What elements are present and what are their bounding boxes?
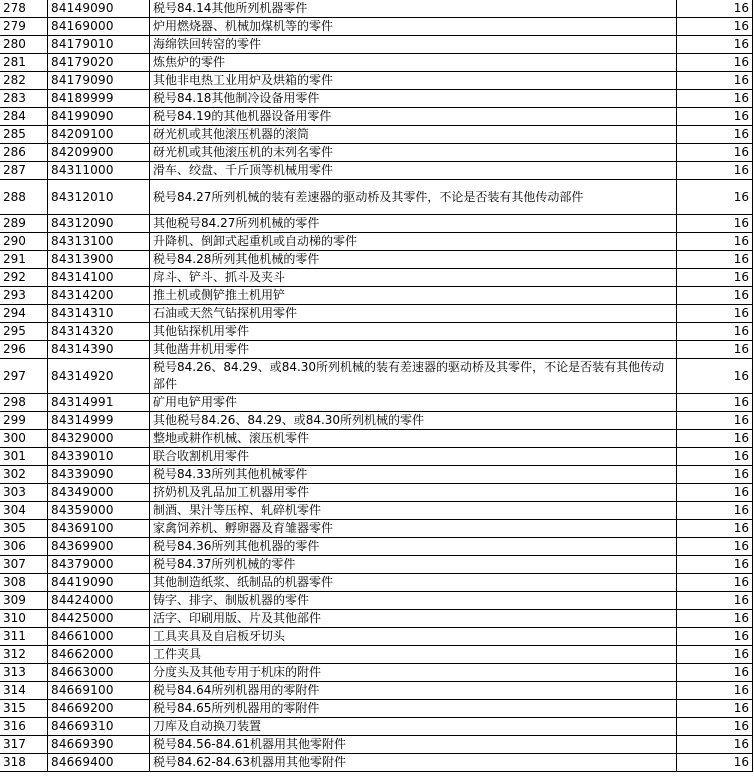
table-row (0, 466, 753, 484)
tax-rate: 16 (677, 215, 753, 233)
hs-code: 84424000 (48, 592, 150, 610)
tax-rate: 16 (677, 394, 753, 412)
row-number: 280 (0, 36, 48, 54)
item-description: 税号84.36所列其他机器的零件 (150, 538, 677, 556)
row-number: 306 (0, 538, 48, 556)
tax-rate: 16 (677, 233, 753, 251)
hs-code: 84179020 (48, 54, 150, 72)
hs-code: 84669310 (48, 718, 150, 736)
hs-code: 84179010 (48, 36, 150, 54)
tax-rate: 16 (677, 682, 753, 700)
item-description: 石油或天然气钻探机用零件 (150, 305, 677, 323)
table-row (0, 72, 753, 90)
item-description: 分度头及其他专用于机床的附件 (150, 664, 677, 682)
tax-rate: 16 (677, 305, 753, 323)
hs-code: 84339090 (48, 466, 150, 484)
hs-code: 84314100 (48, 269, 150, 287)
hs-code: 84329000 (48, 430, 150, 448)
hs-code: 84669100 (48, 682, 150, 700)
item-description: 税号84.62-84.63机器用其他零附件 (150, 754, 677, 772)
tax-rate: 16 (677, 359, 753, 394)
hs-code: 84669400 (48, 754, 150, 772)
table-row (0, 682, 753, 700)
item-description: 活字、印刷用版、片及其他部件 (150, 610, 677, 628)
item-description: 联合收割机用零件 (150, 448, 677, 466)
table-row (0, 233, 753, 251)
tax-rate: 16 (677, 180, 753, 215)
item-description: 工具夹具及自启板牙切头 (150, 628, 677, 646)
row-number: 283 (0, 90, 48, 108)
tax-rate: 16 (677, 610, 753, 628)
tax-rate: 16 (677, 36, 753, 54)
hs-code: 84663000 (48, 664, 150, 682)
tax-rate: 16 (677, 556, 753, 574)
tax-rate: 16 (677, 269, 753, 287)
item-description: 税号84.27所列机械的装有差速器的驱动桥及其零件，不论是否装有其他传动部件 (150, 180, 677, 215)
tax-rate: 16 (677, 484, 753, 502)
tax-rate: 16 (677, 718, 753, 736)
table-row (0, 305, 753, 323)
row-number: 284 (0, 108, 48, 126)
table-row (0, 287, 753, 305)
hs-code: 84312090 (48, 215, 150, 233)
hs-code: 84314320 (48, 323, 150, 341)
table-row (0, 108, 753, 126)
table-row (0, 18, 753, 36)
item-description: 税号84.14其他所列机器零件 (150, 0, 677, 18)
item-description: 砑光机或其他滚压机的未列名零件 (150, 144, 677, 162)
hs-code: 84189999 (48, 90, 150, 108)
tax-rate: 16 (677, 646, 753, 664)
item-description: 升降机、倒卸式起重机或自动梯的零件 (150, 233, 677, 251)
row-number: 294 (0, 305, 48, 323)
hs-code: 84669200 (48, 700, 150, 718)
hs-code: 84662000 (48, 646, 150, 664)
table-row (0, 484, 753, 502)
item-description: 税号84.33所列其他机械零件 (150, 466, 677, 484)
item-description: 工件夹具 (150, 646, 677, 664)
table-row (0, 90, 753, 108)
tax-rate: 16 (677, 502, 753, 520)
row-number: 309 (0, 592, 48, 610)
row-number: 279 (0, 18, 48, 36)
row-number: 318 (0, 754, 48, 772)
row-number: 281 (0, 54, 48, 72)
table-row (0, 144, 753, 162)
table-row (0, 394, 753, 412)
item-description: 税号84.19的其他机器设备用零件 (150, 108, 677, 126)
item-description: 其他税号84.27所列机械的零件 (150, 215, 677, 233)
row-number: 296 (0, 341, 48, 359)
row-number: 310 (0, 610, 48, 628)
tax-rate: 16 (677, 323, 753, 341)
hs-code: 84369900 (48, 538, 150, 556)
row-number: 316 (0, 718, 48, 736)
table-row (0, 323, 753, 341)
row-number: 298 (0, 394, 48, 412)
table-row (0, 180, 753, 215)
hs-code: 84313900 (48, 251, 150, 269)
item-description: 其他钻探机用零件 (150, 323, 677, 341)
item-description: 刀库及自动换刀装置 (150, 718, 677, 736)
tax-rate: 16 (677, 448, 753, 466)
table-row (0, 126, 753, 144)
table-row (0, 359, 753, 394)
row-number: 301 (0, 448, 48, 466)
row-number: 286 (0, 144, 48, 162)
tax-rate: 16 (677, 430, 753, 448)
tax-rate: 16 (677, 664, 753, 682)
table-row (0, 448, 753, 466)
hs-code: 84179090 (48, 72, 150, 90)
row-number: 285 (0, 126, 48, 144)
row-number: 297 (0, 359, 48, 394)
item-description: 挤奶机及乳品加工机器用零件 (150, 484, 677, 502)
table-row (0, 54, 753, 72)
hs-code: 84199090 (48, 108, 150, 126)
row-number: 290 (0, 233, 48, 251)
tax-rate: 16 (677, 736, 753, 754)
table-row (0, 269, 753, 287)
hs-code: 84425000 (48, 610, 150, 628)
item-description: 炼焦炉的零件 (150, 54, 677, 72)
hs-code: 84209900 (48, 144, 150, 162)
tax-rate: 16 (677, 54, 753, 72)
tax-rate: 16 (677, 466, 753, 484)
row-number: 304 (0, 502, 48, 520)
row-number: 295 (0, 323, 48, 341)
table-row (0, 592, 753, 610)
row-number: 312 (0, 646, 48, 664)
item-description: 家禽饲养机、孵卵器及育雏器零件 (150, 520, 677, 538)
item-description: 戽斗、铲斗、抓斗及夹斗 (150, 269, 677, 287)
tax-rate: 16 (677, 162, 753, 180)
tax-rate: 16 (677, 72, 753, 90)
tax-rate: 16 (677, 700, 753, 718)
hs-code: 84314920 (48, 359, 150, 394)
hs-code: 84369100 (48, 520, 150, 538)
hs-code: 84339010 (48, 448, 150, 466)
tax-rate: 16 (677, 754, 753, 772)
table-row (0, 430, 753, 448)
row-number: 293 (0, 287, 48, 305)
hs-code: 84419090 (48, 574, 150, 592)
hs-code: 84669390 (48, 736, 150, 754)
hs-code: 84359000 (48, 502, 150, 520)
item-description: 其他税号84.26、84.29、或84.30所列机械的零件 (150, 412, 677, 430)
item-description: 税号84.65所列机器用的零附件 (150, 700, 677, 718)
table-row (0, 341, 753, 359)
tax-rate: 16 (677, 538, 753, 556)
hs-code: 84313100 (48, 233, 150, 251)
hs-code: 84314999 (48, 412, 150, 430)
table-row (0, 36, 753, 54)
item-description: 其他凿井机用零件 (150, 341, 677, 359)
item-description: 滑车、绞盘、千斤顶等机械用零件 (150, 162, 677, 180)
item-description: 其他非电热工业用炉及烘箱的零件 (150, 72, 677, 90)
row-number: 300 (0, 430, 48, 448)
item-description: 税号84.56-84.61机器用其他零附件 (150, 736, 677, 754)
table-row (0, 574, 753, 592)
row-number: 302 (0, 466, 48, 484)
item-description: 税号84.28所列其他机械的零件 (150, 251, 677, 269)
tax-rate: 16 (677, 628, 753, 646)
hs-code: 84379000 (48, 556, 150, 574)
item-description: 税号84.64所列机器用的零附件 (150, 682, 677, 700)
row-number: 314 (0, 682, 48, 700)
item-description: 铸字、排字、制版机器的零件 (150, 592, 677, 610)
row-number: 292 (0, 269, 48, 287)
table-row (0, 754, 753, 772)
row-number: 288 (0, 180, 48, 215)
table-row (0, 162, 753, 180)
hs-code: 84209100 (48, 126, 150, 144)
row-number: 305 (0, 520, 48, 538)
item-description: 砑光机或其他滚压机器的滚筒 (150, 126, 677, 144)
tax-rate: 16 (677, 0, 753, 18)
table-row (0, 502, 753, 520)
tax-rate: 16 (677, 592, 753, 610)
table-row (0, 628, 753, 646)
tax-rate: 16 (677, 108, 753, 126)
hs-code: 84169000 (48, 18, 150, 36)
hs-code: 84661000 (48, 628, 150, 646)
item-description: 炉用燃烧器、机械加煤机等的零件 (150, 18, 677, 36)
tax-rate: 16 (677, 574, 753, 592)
tax-rate: 16 (677, 287, 753, 305)
hs-code: 84349000 (48, 484, 150, 502)
table-row (0, 0, 753, 18)
tax-rate: 16 (677, 251, 753, 269)
tax-rate: 16 (677, 520, 753, 538)
hs-code: 84314390 (48, 341, 150, 359)
item-description: 矿用电铲用零件 (150, 394, 677, 412)
row-number: 282 (0, 72, 48, 90)
item-description: 税号84.18其他制冷设备用零件 (150, 90, 677, 108)
table-row (0, 610, 753, 628)
row-number: 303 (0, 484, 48, 502)
table-row (0, 700, 753, 718)
hs-code: 84314310 (48, 305, 150, 323)
item-description: 海绵铁回转窑的零件 (150, 36, 677, 54)
hs-code: 84314200 (48, 287, 150, 305)
hs-code: 84149090 (48, 0, 150, 18)
row-number: 307 (0, 556, 48, 574)
table-row (0, 538, 753, 556)
row-number: 313 (0, 664, 48, 682)
table-row (0, 718, 753, 736)
table-row (0, 736, 753, 754)
row-number: 291 (0, 251, 48, 269)
table-row (0, 646, 753, 664)
item-description: 其他制造纸浆、纸制品的机器零件 (150, 574, 677, 592)
table-row (0, 664, 753, 682)
tax-rate: 16 (677, 126, 753, 144)
item-description: 制酒、果汁等压榨、轧碎机零件 (150, 502, 677, 520)
hs-code: 84311000 (48, 162, 150, 180)
item-description: 推土机或侧铲推土机用铲 (150, 287, 677, 305)
item-description: 整地或耕作机械、滚压机零件 (150, 430, 677, 448)
tax-rate: 16 (677, 90, 753, 108)
table-row (0, 556, 753, 574)
table-row (0, 412, 753, 430)
row-number: 287 (0, 162, 48, 180)
row-number: 289 (0, 215, 48, 233)
row-number: 278 (0, 0, 48, 18)
row-number: 299 (0, 412, 48, 430)
hs-code: 84314991 (48, 394, 150, 412)
item-description: 税号84.26、84.29、或84.30所列机械的装有差速器的驱动桥及其零件，不论是否装有其他传动部件 (150, 359, 677, 394)
table-row (0, 520, 753, 538)
tax-rate: 16 (677, 144, 753, 162)
row-number: 317 (0, 736, 48, 754)
item-description: 税号84.37所列机械的零件 (150, 556, 677, 574)
tax-rate: 16 (677, 412, 753, 430)
hs-code: 84312010 (48, 180, 150, 215)
table-row (0, 251, 753, 269)
tax-rate: 16 (677, 341, 753, 359)
row-number: 315 (0, 700, 48, 718)
tax-rate: 16 (677, 18, 753, 36)
row-number: 308 (0, 574, 48, 592)
table-row (0, 215, 753, 233)
row-number: 311 (0, 628, 48, 646)
